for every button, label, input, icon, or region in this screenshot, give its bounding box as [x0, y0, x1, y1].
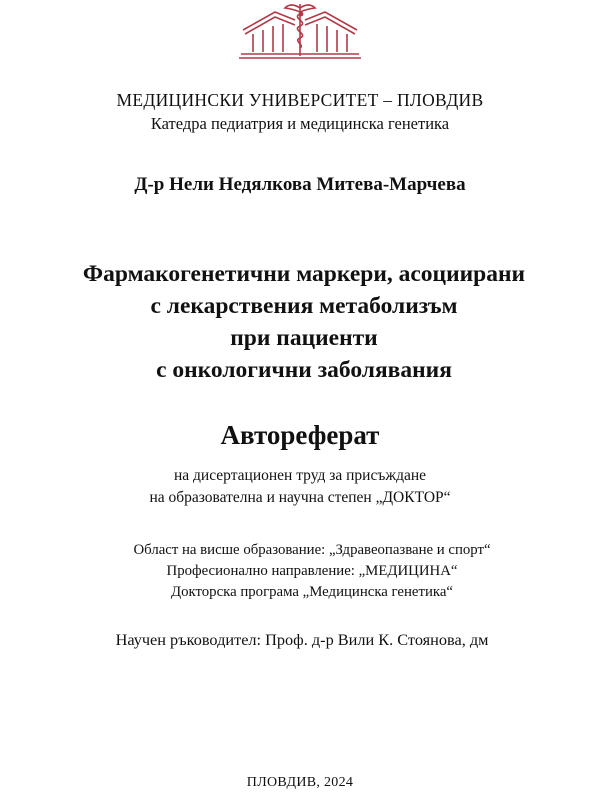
department-name: Катедра педиатрия и медицинска генетика — [150, 114, 450, 133]
education-area: Област на висше образование: „Здравеопазване и спорт“ — [133, 542, 491, 558]
dissertation-title-line: при пациенти — [230, 325, 378, 351]
scientific-supervisor: Научен ръководител: Проф. д-р Вили К. Стоянова, дм — [115, 630, 489, 649]
doctoral-program: Докторска програма „Медицинска генетика“ — [171, 584, 453, 600]
purpose-line: на дисертационен труд за присъждане — [173, 467, 427, 484]
author-name: Д-р Нели Недялкова Митева-Марчева — [134, 174, 466, 195]
professional-field: Професионално направление: „МЕДИЦИНА“ — [166, 563, 458, 579]
university-name: МЕДИЦИНСКИ УНИВЕРСИТЕТ – ПЛОВДИВ — [116, 90, 484, 110]
dissertation-title-line: с онкологични заболявания — [156, 357, 452, 383]
dissertation-title-line: Фармакогенетични маркери, асоциирани — [82, 261, 526, 287]
city-year: ПЛОВДИВ, 2024 — [246, 775, 354, 790]
purpose-line: на образователна и научна степен „ДОКТОР“ — [149, 489, 451, 506]
university-crest-icon — [235, 0, 365, 62]
document-type: Автореферат — [220, 420, 380, 450]
dissertation-title-line: с лекарствения метаболизъм — [150, 293, 458, 319]
